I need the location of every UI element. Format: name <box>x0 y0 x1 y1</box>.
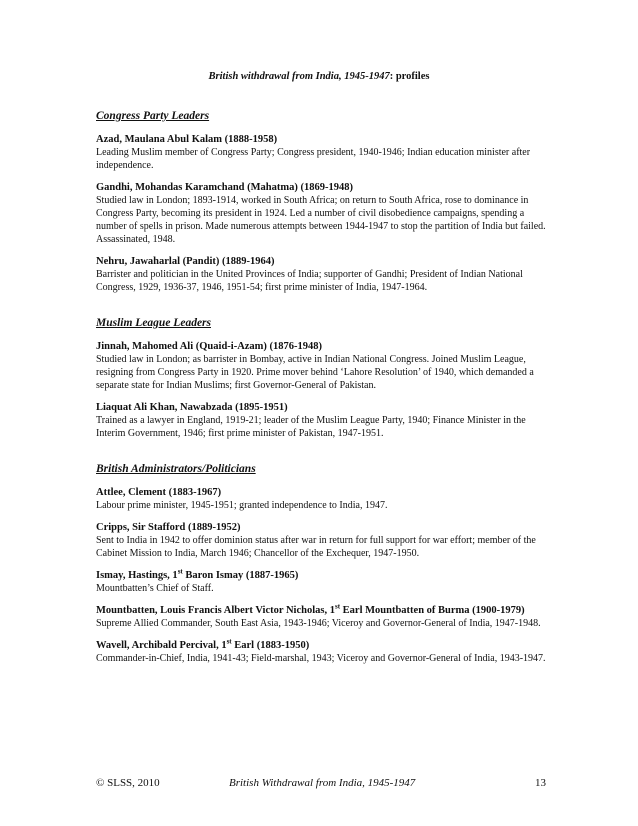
profile-description: Commander-in-Chief, India, 1941-43; Field-marshal, 1943; Viceroy and Governor-General of India, 1943-1947. <box>96 653 546 664</box>
section-congress-party-leaders <box>96 109 546 294</box>
profile-name-part: Wavell, Archibald Percival, 1 <box>96 640 227 651</box>
footer-page-number: 13 <box>535 777 546 789</box>
profile-name: Jinnah, Mahomed Ali (Quaid-i-Azam) (1876-1948) <box>96 341 323 352</box>
profile-description: Sent to India in 1942 to offer dominion status after war in return for full support for war effort; member of the Cabinet Mission to India, March 1946; Chancellor of the Exchequer, 1947-1950. <box>96 535 536 559</box>
section-title: British Administrators/Politicians <box>96 463 256 475</box>
profile-description: Studied law in London; as barrister in Bombay, active in Indian National Congress. Joined Muslim League, resigning from Congress Party in 1920. Prime mover behind ‘Lahore Resolution’ of 1940, which demanded a separate state for Indian Muslims; first Governor-General of Pakistan. <box>96 354 534 391</box>
ordinal-suffix: st <box>226 637 232 646</box>
profile-entry <box>96 401 546 440</box>
ordinal-suffix: st <box>334 602 341 611</box>
footer-copyright: © SLSS, 2010 <box>96 777 160 789</box>
profile-name <box>96 639 546 652</box>
profile-entry <box>96 604 546 630</box>
profile-name: Attlee, Clement (1883-1967) <box>96 487 222 498</box>
section-british-administrators <box>96 462 546 665</box>
section-title: Muslim League Leaders <box>96 317 211 329</box>
profile-description: Supreme Allied Commander, South East Asia, 1943-1946; Viceroy and Governor-General of India, 1947-1948. <box>96 618 541 629</box>
profile-name-part: Ismay, Hastings, 1 <box>96 570 178 581</box>
profile-name: Cripps, Sir Stafford (1889-1952) <box>96 522 241 533</box>
profile-entry <box>96 521 546 560</box>
profile-entry <box>96 569 546 595</box>
profile-name: Nehru, Jawaharlal (Pandit) (1889-1964) <box>96 256 275 267</box>
profile-name-part: Earl (1883-1950) <box>231 640 310 651</box>
header-title-suffix: : profiles <box>389 71 430 82</box>
profile-entry <box>96 255 546 294</box>
profile-description: Mountbatten’s Chief of Staff. <box>96 583 214 594</box>
profile-name-part: Baron Ismay (1887-1965) <box>182 570 299 581</box>
profile-name <box>96 604 546 617</box>
profile-description: Leading Muslim member of Congress Party; Congress president, 1940-1946; Indian education minister after independence. <box>96 147 531 171</box>
profile-description: Studied law in London; 1893-1914, worked in South Africa; on return to South Africa, rose to dominance in Congress Party, becoming its president in 1924. Led a number of civil disobedience campaigns, spending a number of spells in prison. Made numerous attempts between 1944-1947 to stop the partition of India but failed. Assassinated, 1948. <box>96 195 546 245</box>
profile-entry <box>96 133 546 172</box>
page-content <box>96 109 546 687</box>
profile-name: Azad, Maulana Abul Kalam (1888-1958) <box>96 134 278 145</box>
profile-entry <box>96 639 546 665</box>
profile-name: Liaquat Ali Khan, Nawabzada (1895-1951) <box>96 402 288 413</box>
section-muslim-league-leaders <box>96 316 546 440</box>
profile-description: Barrister and politician in the United Provinces of India; supporter of Gandhi; President of Indian National Congress, 1929, 1936-37, 1946, 1951-54; first prime minister of India, 1947-1964. <box>96 269 523 293</box>
profile-entry <box>96 340 546 392</box>
footer-title: British Withdrawal from India, 1945-1947 <box>229 777 416 789</box>
section-title: Congress Party Leaders <box>96 110 210 122</box>
header-title: British withdrawal from India, 1945-1947 <box>208 71 390 82</box>
profile-name: Gandhi, Mohandas Karamchand (Mahatma) (1869-1948) <box>96 182 353 193</box>
profile-name-part: Earl Mountbatten of Burma (1900-1979) <box>340 605 525 616</box>
profile-name-part: Mountbatten, Louis Francis Albert Victor Nicholas, 1 <box>96 605 335 616</box>
profile-description: Trained as a lawyer in England, 1919-21; leader of the Muslim League Party, 1940; Finance Minister in the Interim Government, 1946; first prime minister of Pakistan, 1947-1951. <box>96 415 526 439</box>
profile-name <box>96 569 546 582</box>
profile-description: Labour prime minister, 1945-1951; granted independence to India, 1947. <box>96 500 388 511</box>
ordinal-suffix: st <box>177 567 183 576</box>
profile-entry <box>96 181 546 246</box>
profile-entry <box>96 486 546 512</box>
page-header <box>96 71 542 82</box>
